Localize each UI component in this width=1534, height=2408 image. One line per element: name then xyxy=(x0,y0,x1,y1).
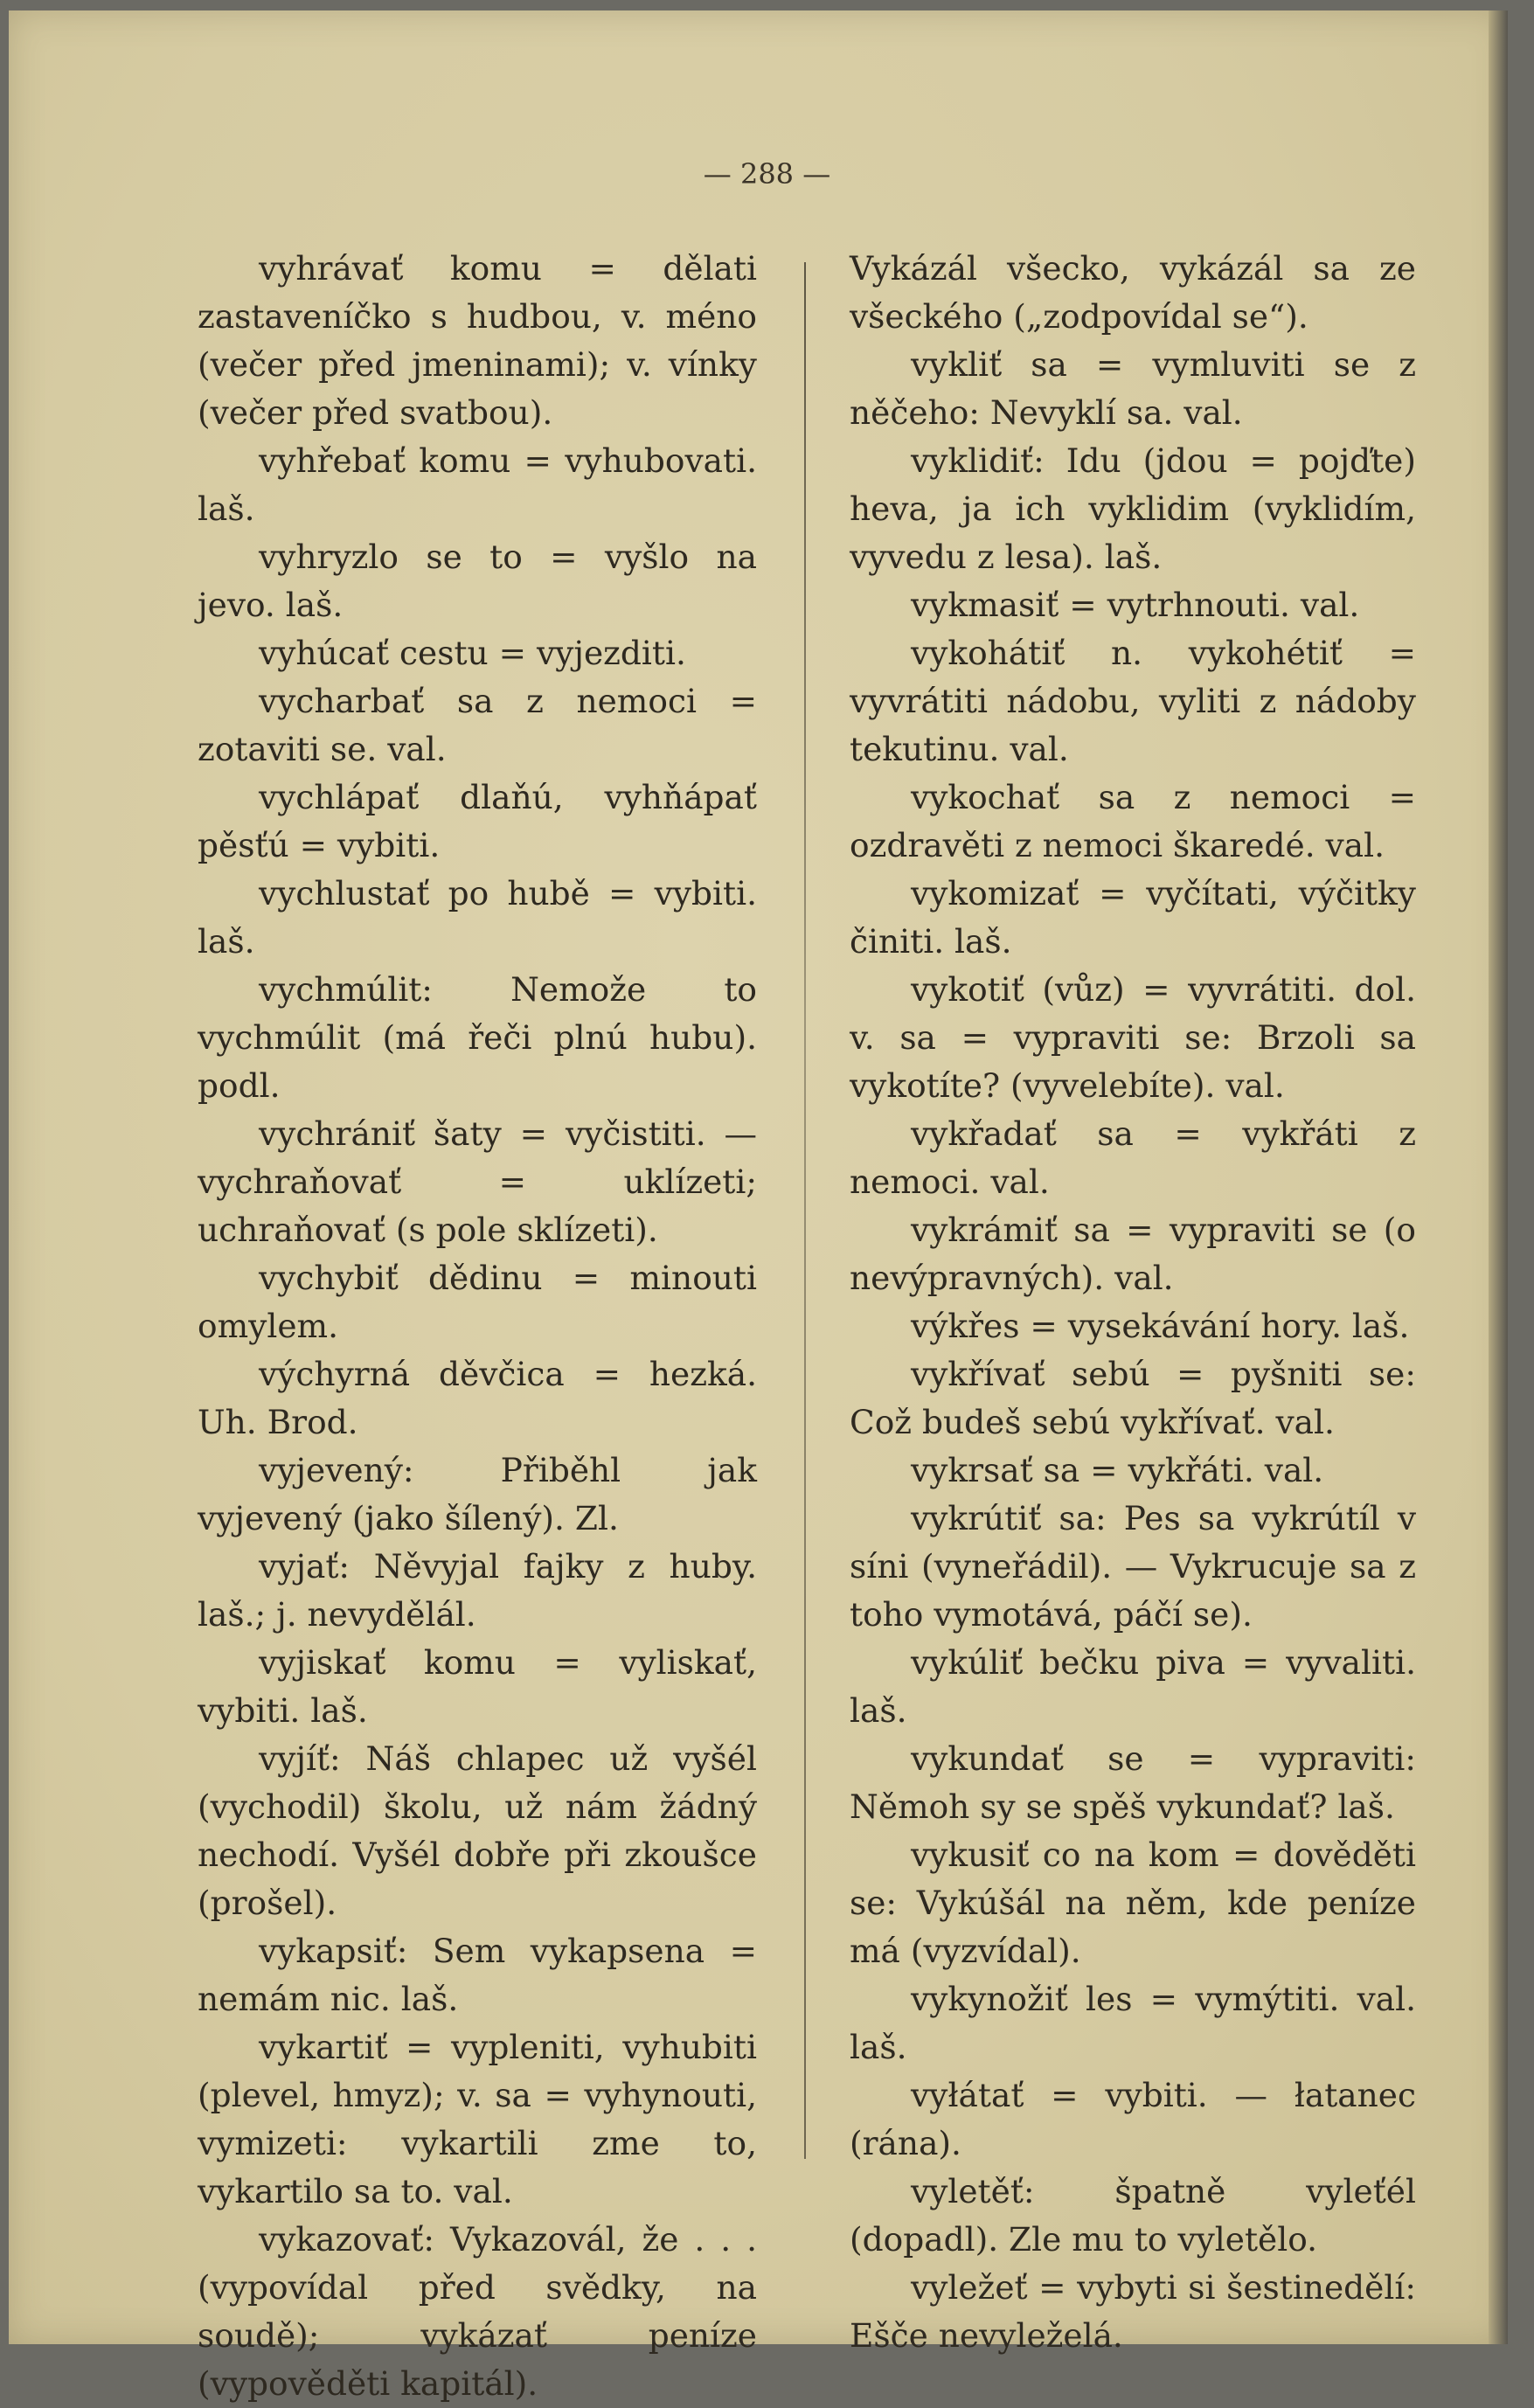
dictionary-entry: vychlustať po hubě = vybiti. laš. xyxy=(198,874,757,961)
page-spine-edge xyxy=(1489,10,1508,2344)
dictionary-entry: vykapsiť: Sem vykapsena = nemám nic. laš. xyxy=(198,1932,757,2018)
dictionary-entry: vyjiskať komu = vyliskať, vybiti. laš. xyxy=(198,1643,757,1730)
dictionary-entry: vykrútiť sa: Pes sa vykrútíl v síni (vyneřádil). — Vykrucuje sa z toho vymotává, páčí se). xyxy=(850,1499,1416,1634)
dictionary-entry: vycharbať sa z nemoci = zotaviti se. val. xyxy=(198,682,757,768)
dictionary-entry: vykusiť co na kom = dověděti se: Vykúšál na něm, kde peníze má (vyzvídal). xyxy=(850,1835,1416,1970)
dictionary-entry: vychlápať dlaňú, vyhňápať pěsťú = vybiti. xyxy=(198,778,757,864)
dictionary-entry: vychrániť šaty = vyčistiti. — vychraňovať = uklízeti; uchraňovať (s pole sklízeti). xyxy=(198,1114,757,1249)
dictionary-entry: vykazovať: Vykazovál, že . . . (vypovídal před svědky, na soudě); vykázať peníze (vypověděti kapitál). xyxy=(198,2220,757,2403)
dictionary-entry: vyjíť: Náš chlapec už vyšél (vychodil) školu, už nám žádný nechodí. Vyšél dobře při zkoušce (prošel). xyxy=(198,1739,757,1922)
dictionary-entry: vykřadať sa = vykřáti z nemoci. val. xyxy=(850,1114,1416,1201)
dictionary-entry: vykmasiť = vytrhnouti. val. xyxy=(911,586,1360,624)
left-column xyxy=(198,245,757,2408)
dictionary-entry: vykrsať sa = vykřáti. val. xyxy=(911,1451,1324,1489)
dictionary-entry: vyjať: Něvyjal fajky z huby. laš.; j. nevydělál. xyxy=(198,1547,757,1634)
dictionary-entry: vyłátať = vybiti. — łatanec (rána). xyxy=(850,2076,1416,2162)
dictionary-entry: vykohátiť n. vykohétiť = vyvrátiti nádobu, vyliti z nádoby tekutinu. val. xyxy=(850,634,1416,768)
dictionary-entry: vykynožiť les = vymýtiti. val. laš. xyxy=(850,1980,1416,2066)
dictionary-entry: vyhřebať komu = vyhubovati. laš. xyxy=(198,441,757,528)
dictionary-entry: vykundať se = vypraviti: Němoh sy se spěš vykundať? laš. xyxy=(850,1739,1416,1826)
dictionary-entry: vykotiť (vůz) = vyvrátiti. dol. v. sa = vypraviti se: Brzoli sa vykotíte? (vyvelebíte). val. xyxy=(850,970,1416,1105)
dictionary-entry: vykochať sa z nemoci = ozdravěti z nemoci škaredé. val. xyxy=(850,778,1416,864)
dictionary-entry: vykliť sa = vymluviti se z něčeho: Nevyklí sa. val. xyxy=(850,345,1416,432)
dictionary-entry: vykomizať = vyčítati, výčitky činiti. laš. xyxy=(850,874,1416,961)
dictionary-entry: vykrámiť sa = vypraviti se (o nevýpravných). val. xyxy=(850,1211,1416,1297)
dictionary-entry: výkřes = vysekávání hory. laš. xyxy=(911,1307,1410,1345)
page-number: — 288 — xyxy=(703,157,831,191)
dictionary-entry: výchyrná děvčica = hezká. Uh. Brod. xyxy=(198,1355,757,1441)
column-divider xyxy=(804,262,806,2159)
dictionary-entry: vykúliť bečku piva = vyvaliti. laš. xyxy=(850,1643,1416,1730)
dictionary-entry: vyjevený: Přiběhl jak vyjevený (jako šílený). Zl. xyxy=(198,1451,757,1537)
dictionary-entry: vychybiť dědinu = minouti omylem. xyxy=(198,1259,757,1345)
dictionary-entry: vyklidiť: Idu (jdou = pojďte) heva, ja ich vyklidim (vyklidím, vyvedu z lesa). laš. xyxy=(850,441,1416,576)
dictionary-entry: vyhrávať komu = dělati zastaveníčko s hudbou, v. méno (večer před jmeninami); v. vínky (večer před svatbou). xyxy=(198,249,757,432)
dictionary-entry: vyležeť = vybyti si šestinedělí: Ešče nevyleželá. xyxy=(850,2268,1416,2355)
right-column xyxy=(850,245,1416,2360)
dictionary-entry: vyletěť: špatně vyleťél (dopadl). Zle mu to vyletělo. xyxy=(850,2172,1416,2259)
dictionary-entry: Vykázál všecko, vykázál sa ze všeckého („zodpovídal se“). xyxy=(850,249,1416,336)
dictionary-entry: vykartiť = vypleniti, vyhubiti (plevel, hmyz); v. sa = vyhynouti, vymizeti: vykartili zme to, vykartilo sa to. val. xyxy=(198,2028,757,2210)
dictionary-entry: vyhúcať cestu = vyjezditi. xyxy=(259,634,686,672)
dictionary-entry: vykřívať sebú = pyšniti se: Což budeš sebú vykřívať. val. xyxy=(850,1355,1416,1441)
dictionary-entry: vyhryzlo se to = vyšlo na jevo. laš. xyxy=(198,538,757,624)
dictionary-entry: vychmúlit: Nemože to vychmúlit (má řeči plnú hubu). podl. xyxy=(198,970,757,1105)
